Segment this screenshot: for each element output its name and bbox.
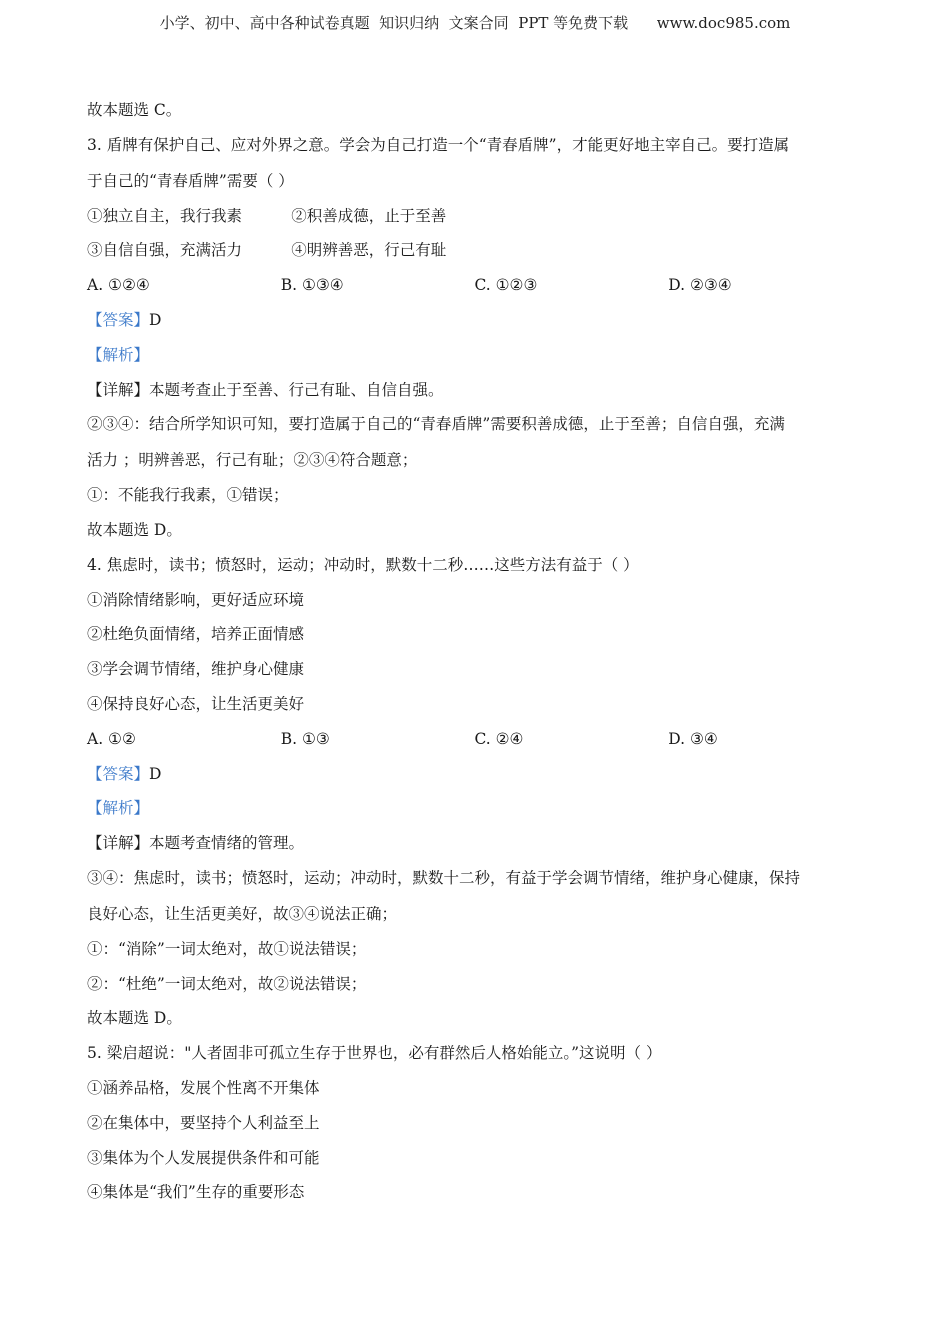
q3-option-a: A. ①②④ <box>87 276 150 295</box>
q5-item-1: ①涵养品格，发展个性离不开集体 <box>87 1078 320 1097</box>
document-body <box>87 100 862 1217</box>
q4-analysis-heading <box>87 798 862 818</box>
q4-item-3: ③学会调节情绪，维护身心健康 <box>87 660 305 679</box>
analysis-label: 【解析】 <box>87 345 150 364</box>
q4-item-2: ②杜绝负面情绪，培养正面情感 <box>87 625 305 644</box>
q3-options <box>87 275 862 295</box>
detail-label: 【详解】 <box>87 834 150 853</box>
q4-options <box>87 729 862 749</box>
q3-explanation-line1: ②③④：结合所学知识可知，要打造属于自己的“青春盾牌”需要积善成德，止于至善；自信自强，充满 <box>87 415 785 434</box>
q5-item-2: ②在集体中，要坚持个人利益至上 <box>87 1113 320 1132</box>
q4-detail-text: 本题考查情绪的管理。 <box>149 834 305 853</box>
q4-explanation-2: ①：“消除”一词太绝对，故①说法错误； <box>87 939 367 958</box>
previous-conclusion: 故本题选 C。 <box>87 101 182 119</box>
q3-option-c: C. ①②③ <box>474 276 538 295</box>
q3-answer-value: D <box>149 310 162 329</box>
q3-stem-line2: 于自己的“青春盾牌”需要（ ） <box>87 171 294 190</box>
page-header: 小学、初中、高中各种试卷真题 知识归纳 文案合同 PPT 等免费下载 www.doc985.com <box>159 14 791 32</box>
q4-stem: 4. 焦虑时，读书；愤怒时，运动；冲动时，默数十二秒……这些方法有益于（ ） <box>87 555 639 574</box>
q4-explanation-line1: ③④：焦虑时，读书；愤怒时，运动；冲动时，默数十二秒，有益于学会调节情绪，维护身心健康，保持 <box>87 868 801 887</box>
q3-answer <box>87 310 862 330</box>
q3-explanation-line2: 活力 ；明辨善恶，行己有耻；②③④符合题意； <box>87 451 418 470</box>
q3-option-b: B. ①③④ <box>280 276 344 295</box>
q3-stem-line1: 3. 盾牌有保护自己、应对外界之意。学会为自己打造一个“青春盾牌”，才能更好地主宰自己。要打造属 <box>87 135 790 154</box>
q3-detail <box>87 380 862 400</box>
q3-items-row1: ①独立自主，我行我素 ②积善成德，止于至善 <box>87 206 447 225</box>
q3-detail-text: 本题考查止于至善、行己有耻、自信自强。 <box>149 380 444 399</box>
q4-option-a: A. ①② <box>87 729 136 748</box>
q5-item-3: ③集体为个人发展提供条件和可能 <box>87 1148 320 1167</box>
q4-option-c: C. ②④ <box>474 729 524 748</box>
q3-option-d: D. ②③④ <box>668 276 732 295</box>
answer-label: 【答案】 <box>87 310 150 329</box>
q4-answer <box>87 764 862 784</box>
q5-stem: 5. 梁启超说："人者固非可孤立生存于世界也，必有群然后人格始能立。”这说明（ ） <box>87 1044 662 1063</box>
q3-conclusion: 故本题选 D。 <box>87 520 182 539</box>
q4-answer-value: D <box>149 764 162 783</box>
q3-analysis-heading <box>87 345 862 365</box>
q3-items-row2: ③自信自强，充满活力 ④明辨善恶，行己有耻 <box>87 241 447 260</box>
q5-item-4: ④集体是“我们”生存的重要形态 <box>87 1183 305 1202</box>
q3-explanation-2: ①：不能我行我素，①错误； <box>87 486 289 505</box>
detail-label: 【详解】 <box>87 380 150 399</box>
q4-conclusion: 故本题选 D。 <box>87 1009 182 1028</box>
q4-option-d: D. ③④ <box>668 729 718 748</box>
q4-explanation-line2: 良好心态，让生活更美好，故③④说法正确； <box>87 904 398 923</box>
analysis-label: 【解析】 <box>87 799 150 818</box>
q4-option-b: B. ①③ <box>280 729 330 748</box>
q4-explanation-3: ②：“杜绝”一词太绝对，故②说法错误； <box>87 974 367 993</box>
q4-detail <box>87 833 862 853</box>
answer-label: 【答案】 <box>87 764 150 783</box>
q4-item-1: ①消除情绪影响，更好适应环境 <box>87 590 305 609</box>
q4-item-4: ④保持良好心态，让生活更美好 <box>87 694 305 713</box>
